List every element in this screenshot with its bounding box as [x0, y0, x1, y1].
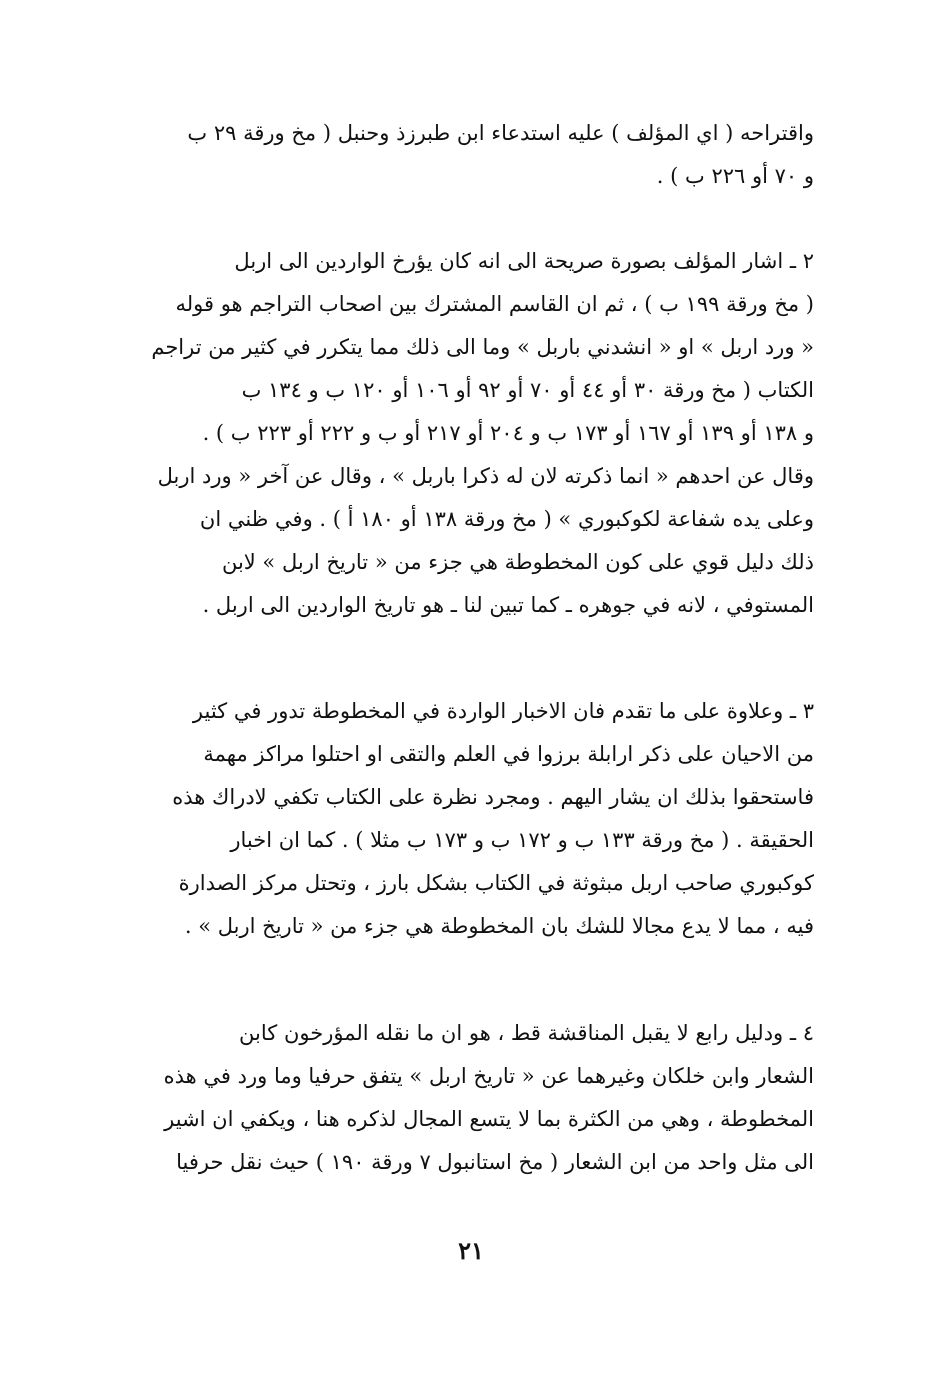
paragraph-1	[134, 112, 814, 198]
text-line: ٢ ـ اشار المؤلف بصورة صريحة الى انه كان يؤرخ الواردين الى اربل	[234, 249, 814, 273]
text-line: ذلك دليل قوي على كون المخطوطة هي جزء من « تاريخ اربل » لابن	[221, 550, 814, 574]
text-line: الحقيقة . ( مخ ورقة ١٣٣ ب و ١٧٢ ب و ١٧٣ ب مثلا ) . كما ان اخبار	[230, 828, 814, 852]
paragraph-4	[134, 1012, 814, 1184]
text-line: و ١٣٨ أو ١٣٩ أو ١٦٧ أو ١٧٣ ب و ٢٠٤ أو ٢١٧ أو ب و ٢٢٢ أو ٢٢٣ ب ) .	[202, 421, 814, 445]
text-line: وقال عن احدهم « انما ذكرته لان له ذكرا باربل » ، وقال عن آخر « ورد اربل	[157, 464, 814, 488]
text-line: ٣ ـ وعلاوة على ما تقدم فان الاخبار الواردة في المخطوطة تدور في كثير	[192, 699, 814, 723]
text-line: المخطوطة ، وهي من الكثرة بما لا يتسع المجال لذكره هنا ، ويكفي ان اشير	[164, 1107, 814, 1131]
text-line: ٤ ـ ودليل رابع لا يقبل المناقشة قط ، هو ان ما نقله المؤرخون كابن	[239, 1021, 814, 1045]
text-line: ( مخ ورقة ١٩٩ ب ) ، ثم ان القاسم المشترك بين اصحاب التراجم هو قوله	[175, 292, 814, 316]
text-line: فيه ، مما لا يدع مجالا للشك بان المخطوطة هي جزء من « تاريخ اربل » .	[184, 914, 814, 938]
text-line: كوكبوري صاحب اربل مبثوثة في الكتاب بشكل بارز ، وتحتل مركز الصدارة	[178, 871, 814, 895]
text-line: واقتراحه ( اي المؤلف ) عليه استدعاء ابن طبرزذ وحنبل ( مخ ورقة ٢٩ ب	[187, 121, 814, 145]
paragraph-2	[134, 240, 814, 627]
text-line: الى مثل واحد من ابن الشعار ( مخ استانبول ٧ ورقة ١٩٠ ) حيث نقل حرفيا	[176, 1150, 814, 1174]
text-line: وعلى يده شفاعة لكوكبوري » ( مخ ورقة ١٣٨ أو ١٨٠ أ ) . وفي ظني ان	[199, 507, 814, 531]
text-line: الشعار وابن خلكان وغيرهما عن « تاريخ اربل » يتفق حرفيا وما ورد في هذه	[163, 1064, 814, 1088]
paragraph-3	[134, 690, 814, 948]
text-line: الكتاب ( مخ ورقة ٣٠ أو ٤٤ أو ٧٠ أو ٩٢ أو ١٠٦ أو ١٢٠ ب و ١٣٤ ب	[241, 378, 814, 402]
text-line: من الاحيان على ذكر ارابلة برزوا في العلم والتقى او احتلوا مراكز مهمة	[203, 742, 814, 766]
page-number: ٢١	[458, 1236, 484, 1265]
text-line: فاستحقوا بذلك ان يشار اليهم . ومجرد نظرة على الكتاب تكفي لادراك هذه	[172, 785, 814, 809]
text-line: المستوفي ، لانه في جوهره ـ كما تبين لنا ـ هو تاريخ الواردين الى اربل .	[202, 593, 814, 617]
text-line: و ٧٠ أو ٢٢٦ ب ) .	[656, 164, 814, 188]
text-line: « ورد اربل » او « انشدني باربل » وما الى ذلك مما يتكرر في كثير من تراجم	[151, 335, 814, 359]
